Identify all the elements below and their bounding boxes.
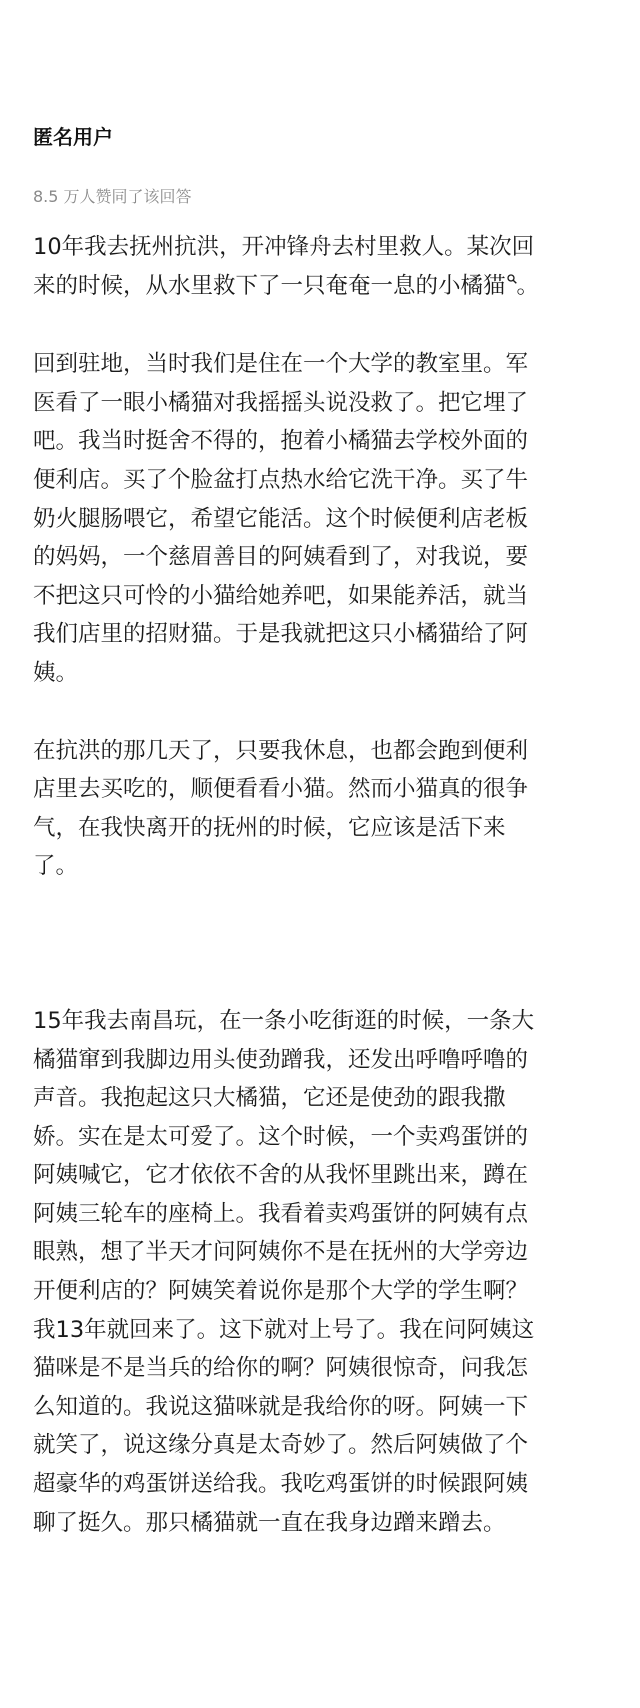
answer-line: 姨。 [33,659,79,686]
answer-line: 橘猫窜到我脚边用头使劲蹭我，还发出呼噜呼噜的 [33,1046,529,1073]
answer-paragraph-4 [33,1002,623,1542]
answer-line: 10年我去抚州抗洪，开冲锋舟去村里救人。某次回 [33,234,535,260]
answer-line: 娇。实在是太可爱了。这个时候，一个卖鸡蛋饼的 [33,1123,529,1150]
answer-line: 的妈妈，一个慈眉善目的阿姨看到了，对我说，要 [33,544,529,571]
answer-paragraph-1 [33,228,623,305]
answer-line: 奶火腿肠喂它，希望它能活。这个时候便利店老板 [33,505,529,532]
answer-line: 猫咪是不是当兵的给你的啊？阿姨很惊奇，问我怎 [33,1355,529,1382]
answer-line: 就笑了，说这缘分真是太奇妙了。然后阿姨做了个 [33,1432,529,1459]
author-name[interactable]: 匿名用户 [33,125,113,149]
answer-body [33,228,623,1542]
answer-line: 眼熟，想了半天才问阿姨你不是在抚州的大学旁边 [33,1239,529,1266]
answer-line: 了。 [33,853,79,880]
answer-line: 气，在我快离开的抚州的时候，它应该是活下来 [33,814,506,841]
answer-line: 不把这只可怜的小猫给她养吧，如果能养活，就当 [33,582,529,609]
answer-line: 开便利店的？阿姨笑着说你是那个大学的学生啊？ [33,1278,529,1305]
answer-paragraph-3 [33,732,623,886]
answer-line: 聊了挺久。那只橘猫就一直在我身边蹭来蹭去。 [33,1509,506,1536]
answer-line: 声音。我抱起这只大橘猫，它还是使劲的跟我撒 [33,1085,506,1112]
answer-line: 我13年就回来了。这下就对上号了。我在问阿姨这 [33,1316,535,1343]
search-icon[interactable] [507,274,517,284]
answer-line: 便利店。买了个脸盆打点热水给它洗干净。买了牛 [33,466,529,493]
answer-text: 。 [516,272,540,299]
agree-count: 8.5 万人赞同了该回答 [33,187,192,206]
answer-paragraph-2 [33,345,623,692]
answer-line: 在抗洪的那几天了，只要我休息，也都会跑到便利 [33,737,529,764]
answer-line: 医看了一眼小橘猫对我摇摇头说没救了。把它埋了 [33,389,529,416]
answer-line: 我们店里的招财猫。于是我就把这只小橘猫给了阿 [33,621,529,648]
answer-line: 阿姨喊它，它才依依不舍的从我怀里跳出来，蹲在 [33,1162,529,1189]
answer-line: 店里去买吃的，顺便看看小猫。然而小猫真的很争 [33,776,529,803]
answer-line: 么知道的。我说这猫咪就是我给你的呀。阿姨一下 [33,1393,529,1420]
answer-line: 15年我去南昌玩，在一条小吃街逛的时候，一条大 [33,1007,535,1034]
answer-line: 吧。我当时挺舍不得的，抱着小橘猫去学校外面的 [33,428,529,455]
keyword-link[interactable]: 来的时候，从水里救下了一只奄奄一息的小橘猫 [33,272,506,299]
answer-line [33,267,623,306]
answer-line: 超豪华的鸡蛋饼送给我。我吃鸡蛋饼的时候跟阿姨 [33,1471,529,1498]
answer-line: 回到驻地，当时我们是住在一个大学的教室里。军 [33,351,529,378]
answer-line: 阿姨三轮车的座椅上。我看着卖鸡蛋饼的阿姨有点 [33,1200,529,1227]
